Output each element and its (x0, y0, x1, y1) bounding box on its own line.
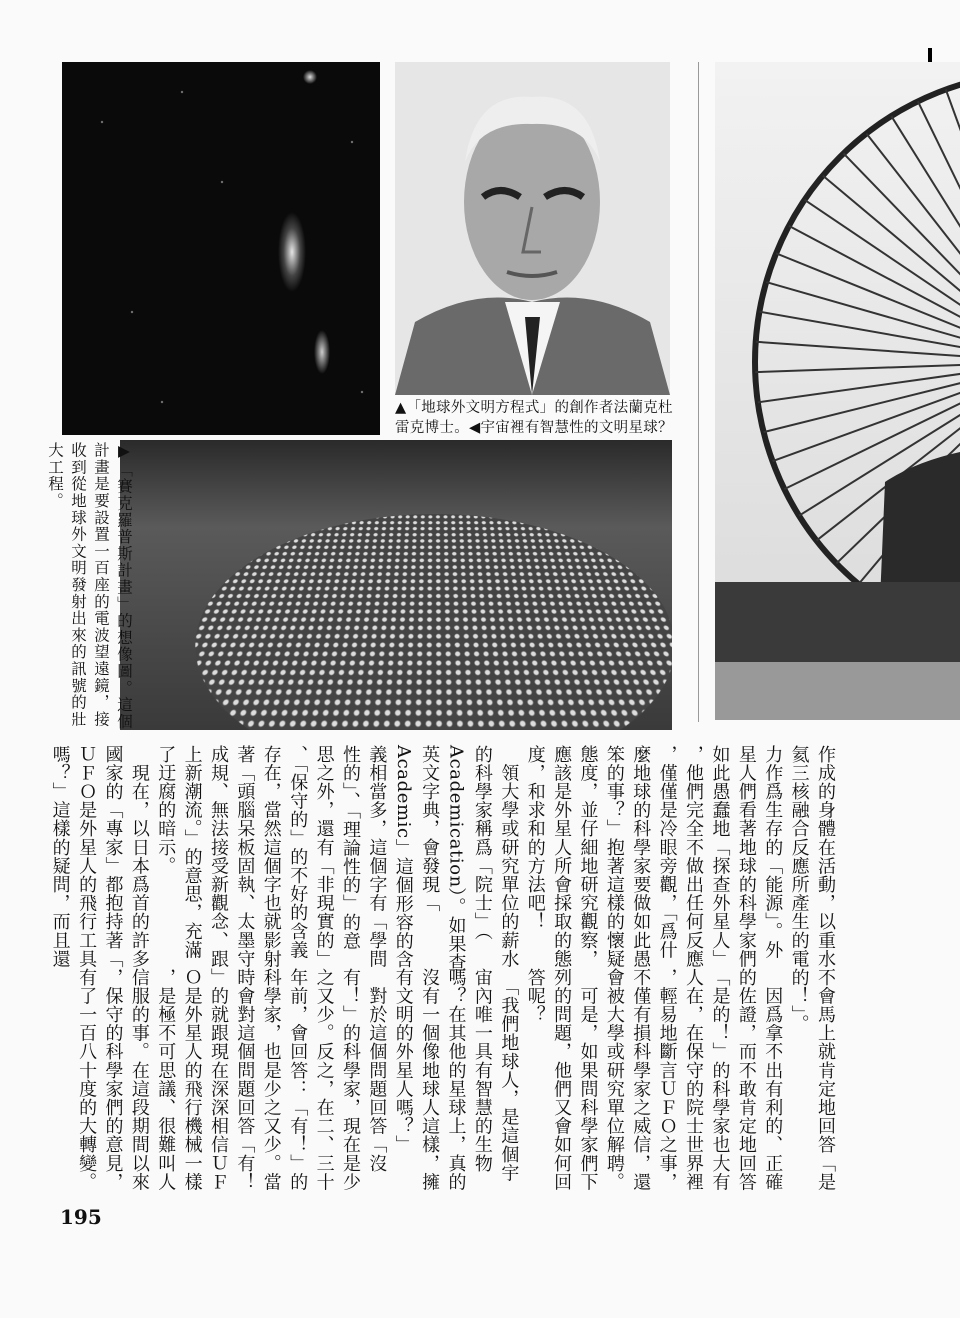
text-column: 沒有一個像地球人這樣，擁 (419, 968, 441, 1192)
text-column: 有！」的科學家，現在是少 (339, 968, 361, 1192)
text-column: 答呢？ (524, 968, 546, 1024)
text-column: ，輕易地斷言ＵＦＯ之事， (656, 968, 678, 1192)
portrait-photo-frank-drake (395, 62, 670, 395)
text-column: 度，和求和的方法吧！ (524, 745, 546, 931)
galaxy-photo (62, 62, 380, 435)
text-column: 會被大學或研究單位解聘。 (603, 968, 625, 1192)
text-column: 如此愚蠢地「探查外星人」 (709, 745, 731, 969)
text-column: 存在，當然這個字也就影射 (260, 745, 282, 969)
text-column: Academication）。如果查 (445, 745, 467, 972)
text-column: 成規、無法接受新觀念、跟 (208, 745, 230, 969)
text-column: 現在，以日本爲首的許多 (128, 745, 150, 969)
text-column: 信服的事。在這段期間以來 (128, 968, 150, 1192)
text-column: ，是極不可思議、很難叫人 (155, 968, 177, 1192)
text-column: 列的問題，他們又會如何回 (551, 968, 573, 1192)
text-column: 時會對這個問題回答「有！ (234, 968, 256, 1192)
text-column: ＵＦＯ是外星人的飛行工具 (76, 745, 98, 969)
body-text-upper (46, 745, 838, 970)
text-column: 英文字典，會發現「 (419, 745, 441, 913)
text-column: 的！」。 (788, 968, 810, 1034)
telescope-spoke (918, 101, 960, 362)
text-column: 年前，會回答：「有！」的 (287, 968, 309, 1192)
text-column: 宙內唯一具有智慧的生物 (471, 968, 493, 1173)
text-column: 上新潮流。」的意思，充滿 (181, 745, 203, 960)
text-column: 的科學家稱爲「院士」（ (471, 745, 493, 941)
text-column: ，保守的科學家們的意見， (102, 968, 124, 1192)
text-column: 義相當多，這個字有「學問 (366, 745, 388, 969)
body-text-lower (73, 968, 838, 1193)
telescope-spoke (755, 362, 960, 372)
text-column: 有文明的外星人嗎？」 (392, 968, 414, 1154)
text-column: 力作爲生存的「能源」。外 (762, 745, 784, 960)
telescope-spoke (844, 153, 960, 362)
text-column: 嗎？在其他的星球上，真的 (445, 968, 467, 1192)
text-column: 性的」、「理論性的」的意 (339, 745, 361, 951)
text-column: 之又少。反之，在二、三十 (313, 968, 335, 1192)
text-column: 氦三核融合反應所產生的電 (788, 745, 810, 969)
text-column: 因爲拿不出有利的、正確 (762, 968, 784, 1192)
text-column: 有了一百八十度的大轉變。 (76, 968, 98, 1192)
text-column: 國家的「專家」都抱持著「 (102, 745, 124, 969)
text-column: 對於這個問題回答「沒 (366, 968, 388, 1173)
text-column: 可是，如果問科學家們下 (577, 968, 599, 1192)
text-column: Ｏ是外星人的飛行機械一樣 (181, 968, 203, 1192)
array-caption: ▶「賽克羅普斯計畫」的想像圖。這個計畫是要設置一百座的電波望遠鏡，接收到從地球外文明發射出來的訊號的壯大工程。 (46, 442, 133, 731)
text-column: 嗎？」這樣的疑問，而且還 (49, 745, 71, 969)
telescope-spoke (772, 362, 960, 461)
text-column: 麼地球的科學家要做如此愚 (630, 745, 652, 969)
text-column: 」的就跟現在深深相信ＵＦ (208, 968, 230, 1192)
text-column: 不僅有損科學家之威信，還 (630, 968, 652, 1192)
text-column: 的佐證，而不敢肯定地回答 (735, 968, 757, 1192)
text-column: 著「頭腦呆板固執、太墨守 (234, 745, 256, 969)
telescope-spoke (866, 133, 960, 362)
text-column: ，他們完全不做出任何反應 (683, 745, 705, 969)
portrait-illustration (395, 62, 670, 395)
text-column: Academic」這個形容的含 (392, 745, 414, 969)
radio-telescope-photo (715, 62, 960, 720)
text-column: 、「保守的」的不好的含義 (287, 745, 309, 960)
antenna-array-illustration (120, 440, 672, 730)
text-column: 領大學或研究單位的薪水 (498, 745, 520, 969)
text-column: 星人們看著地球的科學家們 (735, 745, 757, 969)
column-divider (698, 62, 699, 722)
portrait-caption: ▲「地球外文明方程式」的創作者法蘭克杜雷克博士。◀宇宙裡有智慧性的文明星球？ (395, 400, 673, 436)
page-number: 195 (60, 1205, 102, 1229)
text-column: 不會馬上就肯定地回答「是 (815, 968, 836, 1192)
text-column: 科學家，也是少之又少。當 (260, 968, 282, 1192)
text-column: 了迂腐的暗示。 (155, 745, 177, 876)
text-column: 人在，在保守的院士世界裡 (683, 968, 705, 1192)
telescope-illustration (715, 62, 960, 720)
text-column: 作成的身體在活動，以重水 (815, 745, 836, 969)
telescope-spoke (946, 89, 960, 362)
page-edge-mark (928, 48, 932, 62)
text-column: ，僅僅是冷眼旁觀，「爲什 (656, 745, 678, 960)
telescope-spoke (756, 342, 960, 362)
text-column: 思之外，還有「非現實的」 (313, 745, 335, 969)
antenna-array-dishes (142, 514, 672, 730)
text-column: 態度，並仔細地研究觀察， (577, 745, 599, 969)
text-column: 「是的！」的科學家也大有 (709, 968, 731, 1192)
text-column: 「我們地球人，是這個宇 (498, 968, 520, 1183)
text-column: 笨的事？」抱著這樣的懷疑 (603, 745, 625, 969)
text-column: 應該是外星人所會採取的態 (551, 745, 573, 969)
